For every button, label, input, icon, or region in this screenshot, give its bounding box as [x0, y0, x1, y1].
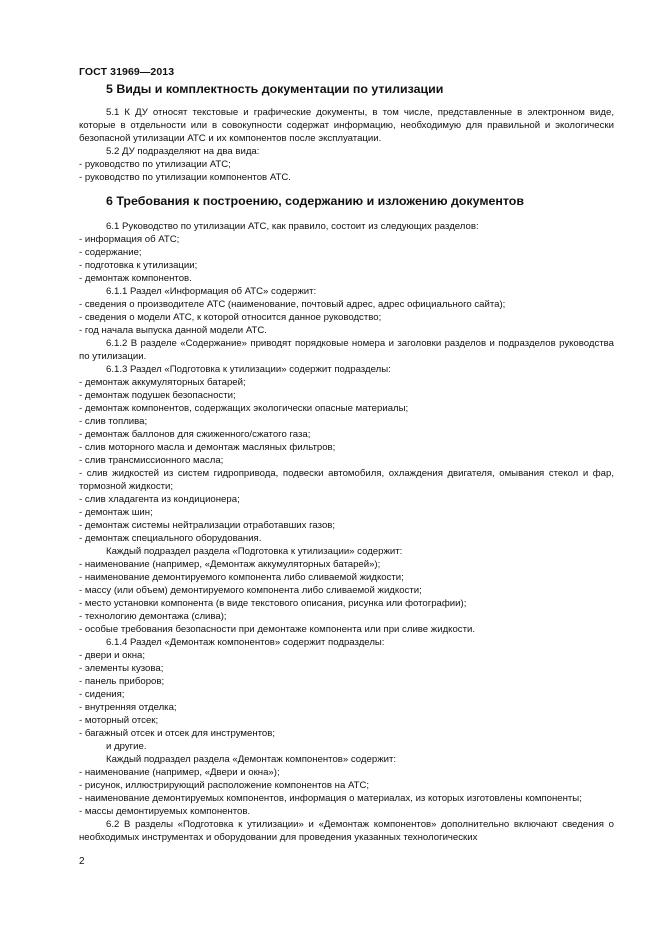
list-item: - моторный отсек;: [79, 715, 159, 726]
list-item: - массу (или объем) демонтируемого компонента либо сливаемой жидкости;: [79, 585, 422, 596]
list-item: - демонтаж специального оборудования.: [79, 533, 262, 544]
list-item: - панель приборов;: [79, 676, 165, 687]
paragraph: 5.2 ДУ подразделяют на два вида:: [106, 146, 260, 157]
list-item: - информация об АТС;: [79, 234, 180, 245]
list-item: - элементы кузова;: [79, 663, 164, 674]
paragraph: Каждый подраздел раздела «Демонтаж компонентов» содержит:: [106, 754, 397, 765]
list-item: - год начала выпуска данной модели АТС.: [79, 325, 267, 336]
section-6-body: [79, 220, 614, 844]
list-item: - наименование (например, «Двери и окна»);: [79, 767, 280, 778]
list-item: - слив топлива;: [79, 416, 148, 427]
paragraph: Каждый подраздел раздела «Подготовка к утилизации» содержит:: [106, 546, 403, 557]
standard-header: ГОСТ 31969—2013: [79, 66, 175, 78]
paragraph: 6.1.2 В разделе «Содержание» приводят порядковые номера и заголовки разделов и подразделов руководства по утилизации.: [79, 338, 614, 362]
list-item: - технологию демонтажа (слива);: [79, 611, 227, 622]
list-item: - сведения о модели АТС, к которой относится данное руководство;: [79, 312, 382, 323]
list-item: - место установки компонента (в виде текстового описания, рисунка или фотографии);: [79, 598, 467, 609]
page-number: 2: [79, 856, 85, 867]
list-item: - демонтаж компонентов.: [79, 273, 192, 284]
paragraph: 6.1.1 Раздел «Информация об АТС» содержит:: [106, 286, 317, 297]
document-body: [79, 80, 614, 844]
list-item: - особые требования безопасности при демонтаже компонента или при сливе жидкости.: [79, 624, 476, 635]
list-item: - слив жидкостей из систем гидропривода, подвески автомобиля, охлаждения двигателя, омывания стекол и фар, тормозной жидкости;: [79, 468, 614, 492]
list-item: - наименование демонтируемых компонентов, информация о материалах, из которых изготовлены компоненты;: [79, 793, 582, 804]
list-item: - массы демонтируемых компонентов.: [79, 806, 251, 817]
paragraph: 6.1.4 Раздел «Демонтаж компонентов» содержит подразделы:: [106, 637, 385, 648]
list-item: - рисунок, иллюстрирующий расположение компонентов на АТС;: [79, 780, 370, 791]
list-item: - сведения о производителе АТС (наименование, почтовый адрес, адрес официального сайта);: [79, 299, 506, 310]
list-item: - подготовка к утилизации;: [79, 260, 198, 271]
paragraph: 6.2 В разделы «Подготовка к утилизации» и «Демонтаж компонентов» дополнительно включают сведения о необходимых инструментах и оборудовании для проведения указанных технологических: [79, 819, 614, 843]
paragraph: 5.1 К ДУ относят текстовые и графические документы, в том числе, представленные в электронном виде, которые в отдельности или в совокупности содержат информацию, необходимую для правильной и экологически безопасной утилизации АТС и их компонентов после эксплуатации.: [79, 107, 614, 144]
list-item: - демонтаж аккумуляторных батарей;: [79, 377, 246, 388]
list-item: - сидения;: [79, 689, 125, 700]
list-item: - слив трансмиссионного масла;: [79, 455, 224, 466]
list-item: - демонтаж системы нейтрализации отработавших газов;: [79, 520, 336, 531]
section-5-body: [79, 106, 614, 184]
list-item: - руководство по утилизации компонентов АТС.: [79, 172, 291, 183]
section-5-heading: 5 Виды и комплектность документации по утилизации: [106, 82, 444, 96]
list-item: - двери и окна;: [79, 650, 145, 661]
list-item: - демонтаж шин;: [79, 507, 153, 518]
list-item: - наименование (например, «Демонтаж аккумуляторных батарей»);: [79, 559, 381, 570]
paragraph: и другие.: [106, 741, 147, 752]
list-item: - демонтаж подушек безопасности;: [79, 390, 236, 401]
list-item: - демонтаж баллонов для сжиженного/сжатого газа;: [79, 429, 311, 440]
list-item: - содержание;: [79, 247, 142, 258]
section-6-heading: 6 Требования к построению, содержанию и изложению документов: [106, 194, 524, 208]
paragraph: 6.1.3 Раздел «Подготовка к утилизации» содержит подразделы:: [106, 364, 391, 375]
list-item: - руководство по утилизации АТС;: [79, 159, 231, 170]
list-item: - демонтаж компонентов, содержащих экологически опасные материалы;: [79, 403, 409, 414]
list-item: - багажный отсек и отсек для инструментов;: [79, 728, 276, 739]
list-item: - слив хладагента из кондиционера;: [79, 494, 240, 505]
list-item: - слив моторного масла и демонтаж масляных фильтров;: [79, 442, 336, 453]
list-item: - внутренняя отделка;: [79, 702, 177, 713]
paragraph: 6.1 Руководство по утилизации АТС, как правило, состоит из следующих разделов:: [106, 221, 479, 232]
list-item: - наименование демонтируемого компонента либо сливаемой жидкости;: [79, 572, 404, 583]
